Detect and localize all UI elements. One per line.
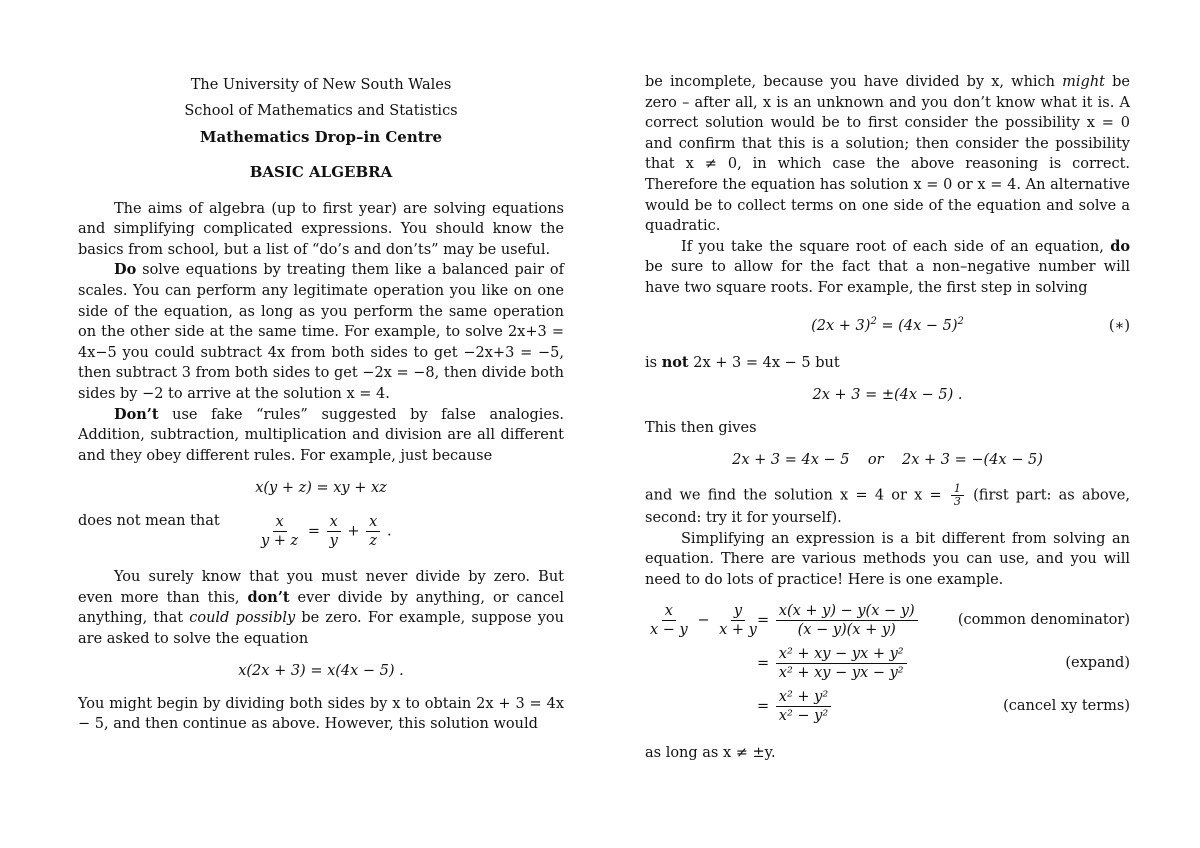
frac-den: y: [329, 532, 338, 549]
equation-distributive: x(y + z) = xy + xz: [255, 480, 387, 497]
equals-sign: =: [757, 655, 770, 672]
eq-part: = (4x − 5): [876, 317, 958, 334]
period: .: [386, 523, 392, 540]
align-rhs-2: [757, 645, 939, 682]
frac-num: x: [366, 513, 380, 532]
is-not-text-a: is: [645, 354, 662, 371]
align-rhs-1: [757, 602, 939, 639]
incomplete-text-a: be incomplete, because you have divided by x, which: [645, 74, 1063, 90]
equation-example: x(2x + 3) = x(4x − 5) .: [238, 663, 404, 680]
then-gives-text: This then gives: [645, 419, 757, 436]
do-text: solve equations by treating them like a balanced pair of scales. You can perform any legitimate operation you like on one side of the equation, as long as you perform the same operation on the other side at the same time. For example, to solve 2x+3 = 4x−5 you could subtract 4x from both sides to get −2x+3 = −5, then subtract 3 from both sides to get −2x = −8, then divide both sides by −2 to arrive at the solution x = 4.: [78, 262, 564, 402]
incomplete-text-b: be zero – after all, x is an unknown and you don’t know what it is. A correct solution would be to first consider the possibility x = 0 and confirm that this is a solution; then consider the possibility that x ≠ 0, in which case the above reasoning is correct. Therefore the equation has solution x = 0 or x = 4. An alternative would be to collect terms on one side of the equation and solve a quadratic.: [645, 74, 1130, 235]
minus-sign: −: [697, 612, 710, 629]
label-expand: (expand): [1065, 655, 1130, 672]
frac-num: x² + xy − yx + y²: [776, 645, 907, 664]
frac-num: x: [273, 513, 287, 532]
equals-sign: =: [307, 523, 320, 540]
might-emphasis: might: [1062, 74, 1105, 90]
square-root-paragraph: [645, 237, 1130, 299]
university-name: The University of New South Wales: [190, 77, 452, 93]
is-not-text-b: 2x + 3 = 4x − 5 but: [688, 354, 840, 371]
centre-name: Mathematics Drop–in Centre: [199, 128, 443, 146]
dont-emphasis: don’t: [247, 588, 290, 606]
frac-den: 3: [953, 494, 961, 508]
equation-plus-minus: 2x + 3 = ±(4x − 5) .: [812, 387, 963, 404]
frac-num: x: [327, 513, 341, 532]
could-possibly-emphasis: could possibly: [189, 610, 296, 627]
as-long-as-text: as long as x ≠ ±y.: [645, 745, 776, 762]
equals-sign: =: [757, 698, 770, 715]
incomplete-paragraph: [645, 72, 1130, 237]
frac-num: y: [731, 602, 745, 621]
dont-text: use fake “rules” suggested by false analogies. Addition, subtraction, multiplication and division are all different and they obey different rules. For example, just because: [78, 406, 564, 464]
align-lhs: [645, 602, 757, 639]
frac-den: y + z: [261, 532, 299, 549]
equation-squared: [645, 311, 1130, 341]
label-cancel-terms: (cancel xy terms): [1003, 698, 1130, 715]
eq-part: (2x + 3): [811, 317, 871, 334]
solution-paragraph: [645, 483, 1130, 529]
divide-paragraph: [78, 567, 564, 649]
divide-text-a: You surely know that you must never divide by zero. But even more than this,: [78, 568, 564, 606]
do-label: Do: [114, 261, 137, 279]
sqrt-text-b: be sure to allow for the fact that a non–negative number will have two square roots. For example, the first step in solving: [645, 259, 1130, 296]
align-rhs-3: [757, 688, 939, 725]
frac-num: x(x + y) − y(x − y): [776, 602, 918, 621]
intro-paragraph: The aims of algebra (up to first year) are solving equations and simplifying complicated expressions. You should know the basics from school, but a list of “do’s and don’ts” may be useful.: [78, 200, 564, 258]
label-common-denominator: (common denominator): [957, 612, 1130, 629]
frac-num: 1: [951, 483, 964, 496]
solution-text-b: (first part: as above, second: try it for yourself).: [645, 487, 1130, 526]
right-column: [645, 72, 1130, 764]
frac-den: x² + xy − yx − y²: [778, 665, 904, 682]
do-emphasis: do: [1110, 237, 1130, 255]
divide-text-c: be zero. For example, suppose you are asked to solve the equation: [78, 610, 564, 647]
frac-den: z: [369, 532, 378, 549]
simplifying-paragraph: Simplifying an expression is a bit different from solving an equation. There are various methods you can use, and you will need to do lots of practice! Here is one example.: [645, 530, 1130, 588]
frac-den: x − y: [650, 622, 688, 639]
page-title: BASIC ALGEBRA: [249, 163, 393, 181]
frac-den: x² − y²: [778, 708, 829, 725]
exponent: 2: [870, 315, 877, 327]
equation-tag: (∗): [1108, 317, 1130, 334]
plus-sign: +: [347, 523, 360, 540]
not-mean-text: does not mean that: [78, 512, 220, 529]
sqrt-text-a: If you take the square root of each side of an equation,: [681, 238, 1111, 255]
school-name: School of Mathematics and Statistics: [184, 103, 458, 119]
equation-false-fraction: [256, 513, 392, 550]
frac-num: x: [662, 602, 676, 621]
dont-label: Don’t: [114, 405, 159, 423]
do-paragraph: [78, 260, 564, 404]
dividing-paragraph: You might begin by dividing both sides by x to obtain 2x + 3 = 4x − 5, and then continue as above. However, this solution would: [78, 695, 564, 733]
equals-sign: =: [757, 612, 770, 629]
frac-den: x + y: [719, 622, 757, 639]
not-emphasis: not: [661, 353, 689, 371]
exponent: 2: [957, 315, 964, 327]
is-not-paragraph: [645, 353, 1130, 374]
left-column: [78, 72, 564, 735]
divide-text-b: ever divide by anything, or cancel anything, that: [78, 589, 565, 627]
frac-den: (x − y)(x + y): [797, 622, 896, 639]
solution-text-a: and we find the solution x = 4 or x =: [645, 487, 949, 504]
dont-paragraph: [78, 405, 564, 467]
false-fraction-row: [78, 511, 564, 557]
aligned-simplification: [645, 602, 1130, 725]
frac-num: x² + y²: [776, 688, 831, 707]
equation-two-cases: 2x + 3 = 4x − 5 or 2x + 3 = −(4x − 5): [732, 452, 1043, 469]
